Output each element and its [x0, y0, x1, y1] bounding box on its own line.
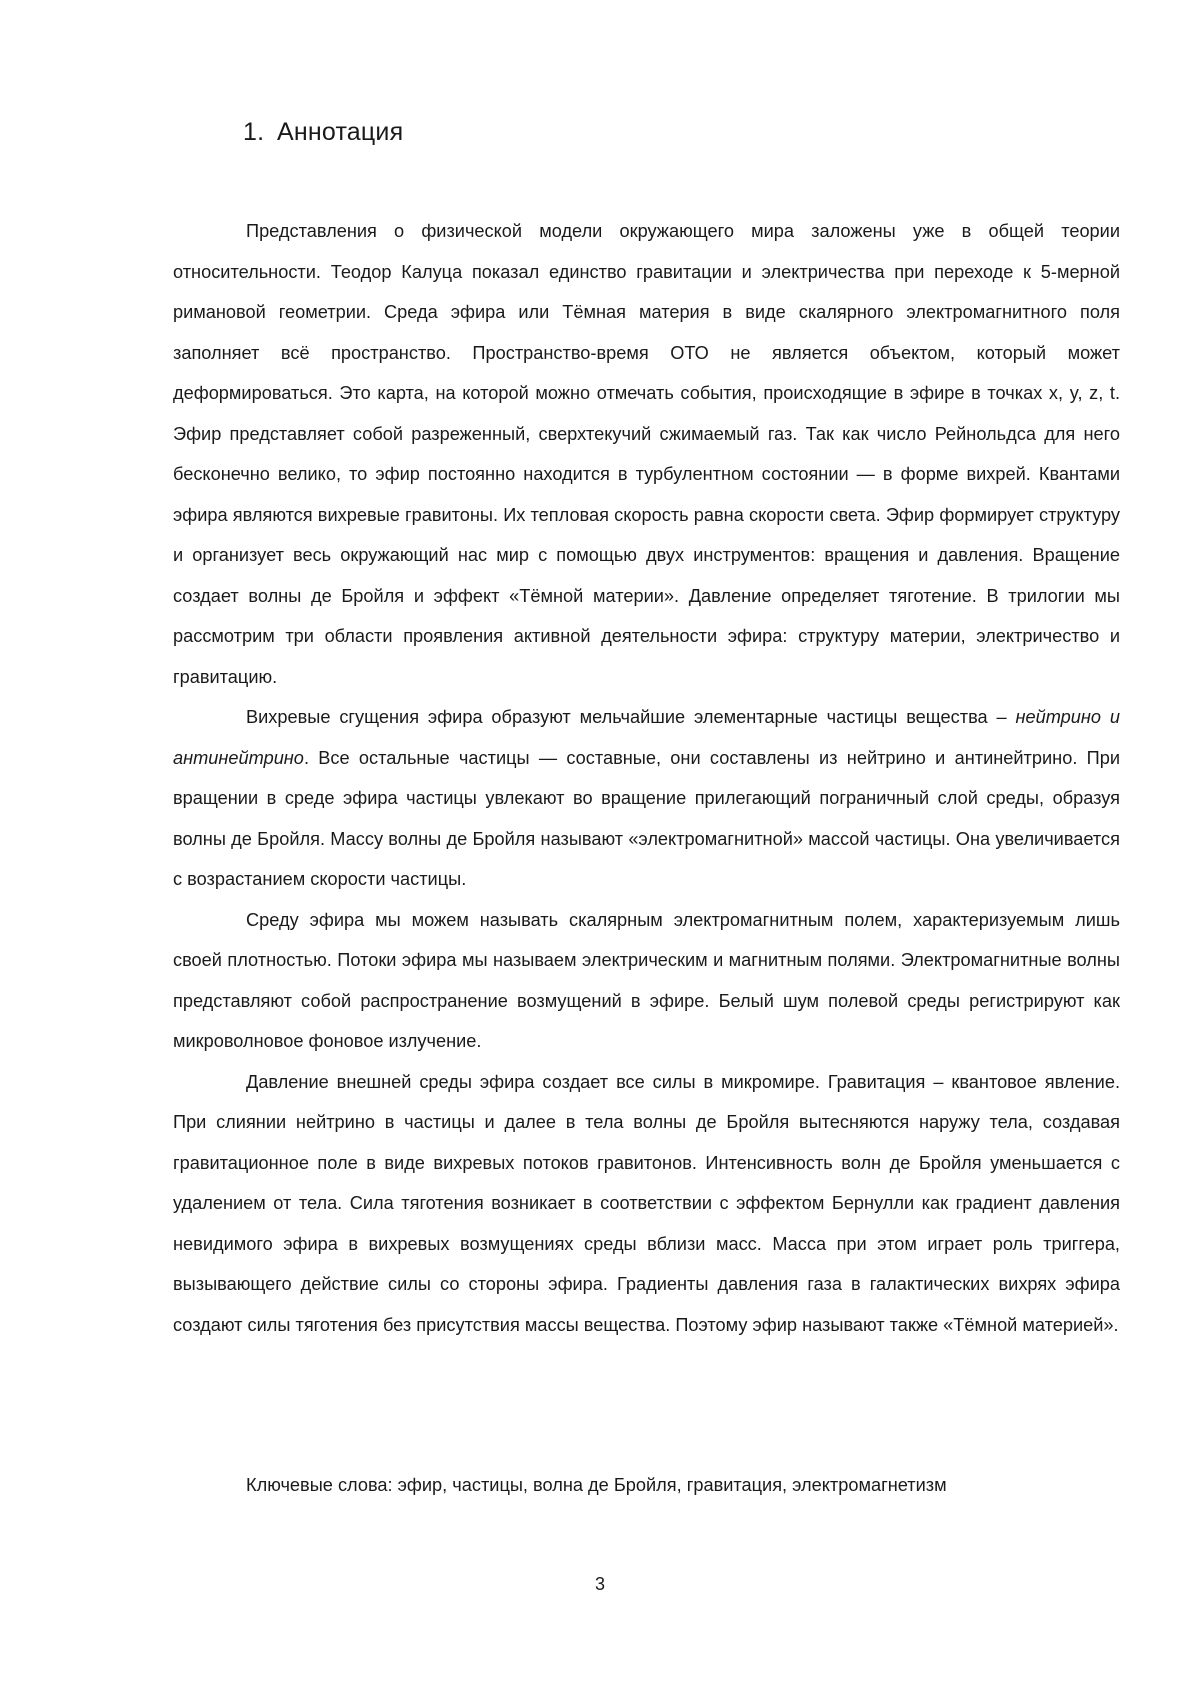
keywords-line: Ключевые слова: эфир, частицы, волна де Бройля, гравитация, электромагнетизм: [246, 1475, 947, 1495]
paragraph-2-italic: нейтрино и антинейтрино: [173, 707, 1120, 768]
paragraph-3: Среду эфира мы можем называть скалярным электромагнитным полем, характеризуемым лишь своей плотностью. Потоки эфира мы называем электрическим и магнитным полями. Электромагнитные волны представляют собой распространение возмущений в эфире. Белый шум полевой среды регистрируют как микроволновое фоновое излучение.: [173, 909, 1120, 1051]
section-number: 1.: [243, 118, 265, 146]
abstract-body: [173, 211, 1120, 1345]
section-title: Аннотация: [277, 118, 404, 146]
paragraph-2-start: Вихревые сгущения эфира образуют мельчайшие элементарные частицы вещества –: [246, 707, 1016, 727]
paragraph-4: Давление внешней среды эфира создает все силы в микромире. Гравитация – квантовое явление. При слиянии нейтрино в частицы и далее в тела волны де Бройля вытесняются наружу тела, создавая гравитационное поле в виде вихревых потоков гравитонов. Интенсивность волн де Бройля уменьшается с удалением от тела. Сила тяготения возникает в соответствии с эффектом Бернулли как градиент давления невидимого эфира в вихревых возмущениях среды вблизи масс. Масса при этом играет роль триггера, вызывающего действие силы со стороны эфира. Градиенты давления газа в галактических вихрях эфира создают силы тяготения без присутствия массы вещества. Поэтому эфир называют также «Тёмной материей».: [173, 1071, 1120, 1335]
paragraph-2-rest: . Все остальные частицы — составные, они составлены из нейтрино и антинейтрино. При вращении в среде эфира частицы увлекают во вращение прилегающий пограничный слой среды, образуя волны де Бройля. Массу волны де Бройля называют «электромагнитной» массой частицы. Она увеличивается с возрастанием скорости частицы.: [173, 747, 1120, 889]
page-number: 3: [594, 1574, 605, 1594]
section-heading: [243, 118, 403, 147]
paragraph-1: Представления о физической модели окружающего мира заложены уже в общей теории относительности. Теодор Калуца показал единство гравитации и электричества при переходе к 5-мерной римановой геометрии. Среда эфира или Тёмная материя в виде скалярного электромагнитного поля заполняет всё пространство. Пространство-время ОТО не является объектом, который может деформироваться. Это карта, на которой можно отмечать события, происходящие в эфире в точках x, y, z, t. Эфир представляет собой разреженный, сверхтекучий сжимаемый газ. Так как число Рейнольдса для него бесконечно велико, то эфир постоянно находится в турбулентном состоянии — в форме вихрей. Квантами эфира являются вихревые гравитоны. Их тепловая скорость равна скорости света. Эфир формирует структуру и организует весь окружающий нас мир с помощью двух инструментов: вращения и давления. Вращение создает волны де Бройля и эффект «Тёмной материи». Давление определяет тяготение. В трилогии мы рассмотрим три области проявления активной деятельности эфира: структуру материи, электричество и гравитацию.: [173, 221, 1120, 687]
paragraph-2: [173, 697, 1120, 900]
